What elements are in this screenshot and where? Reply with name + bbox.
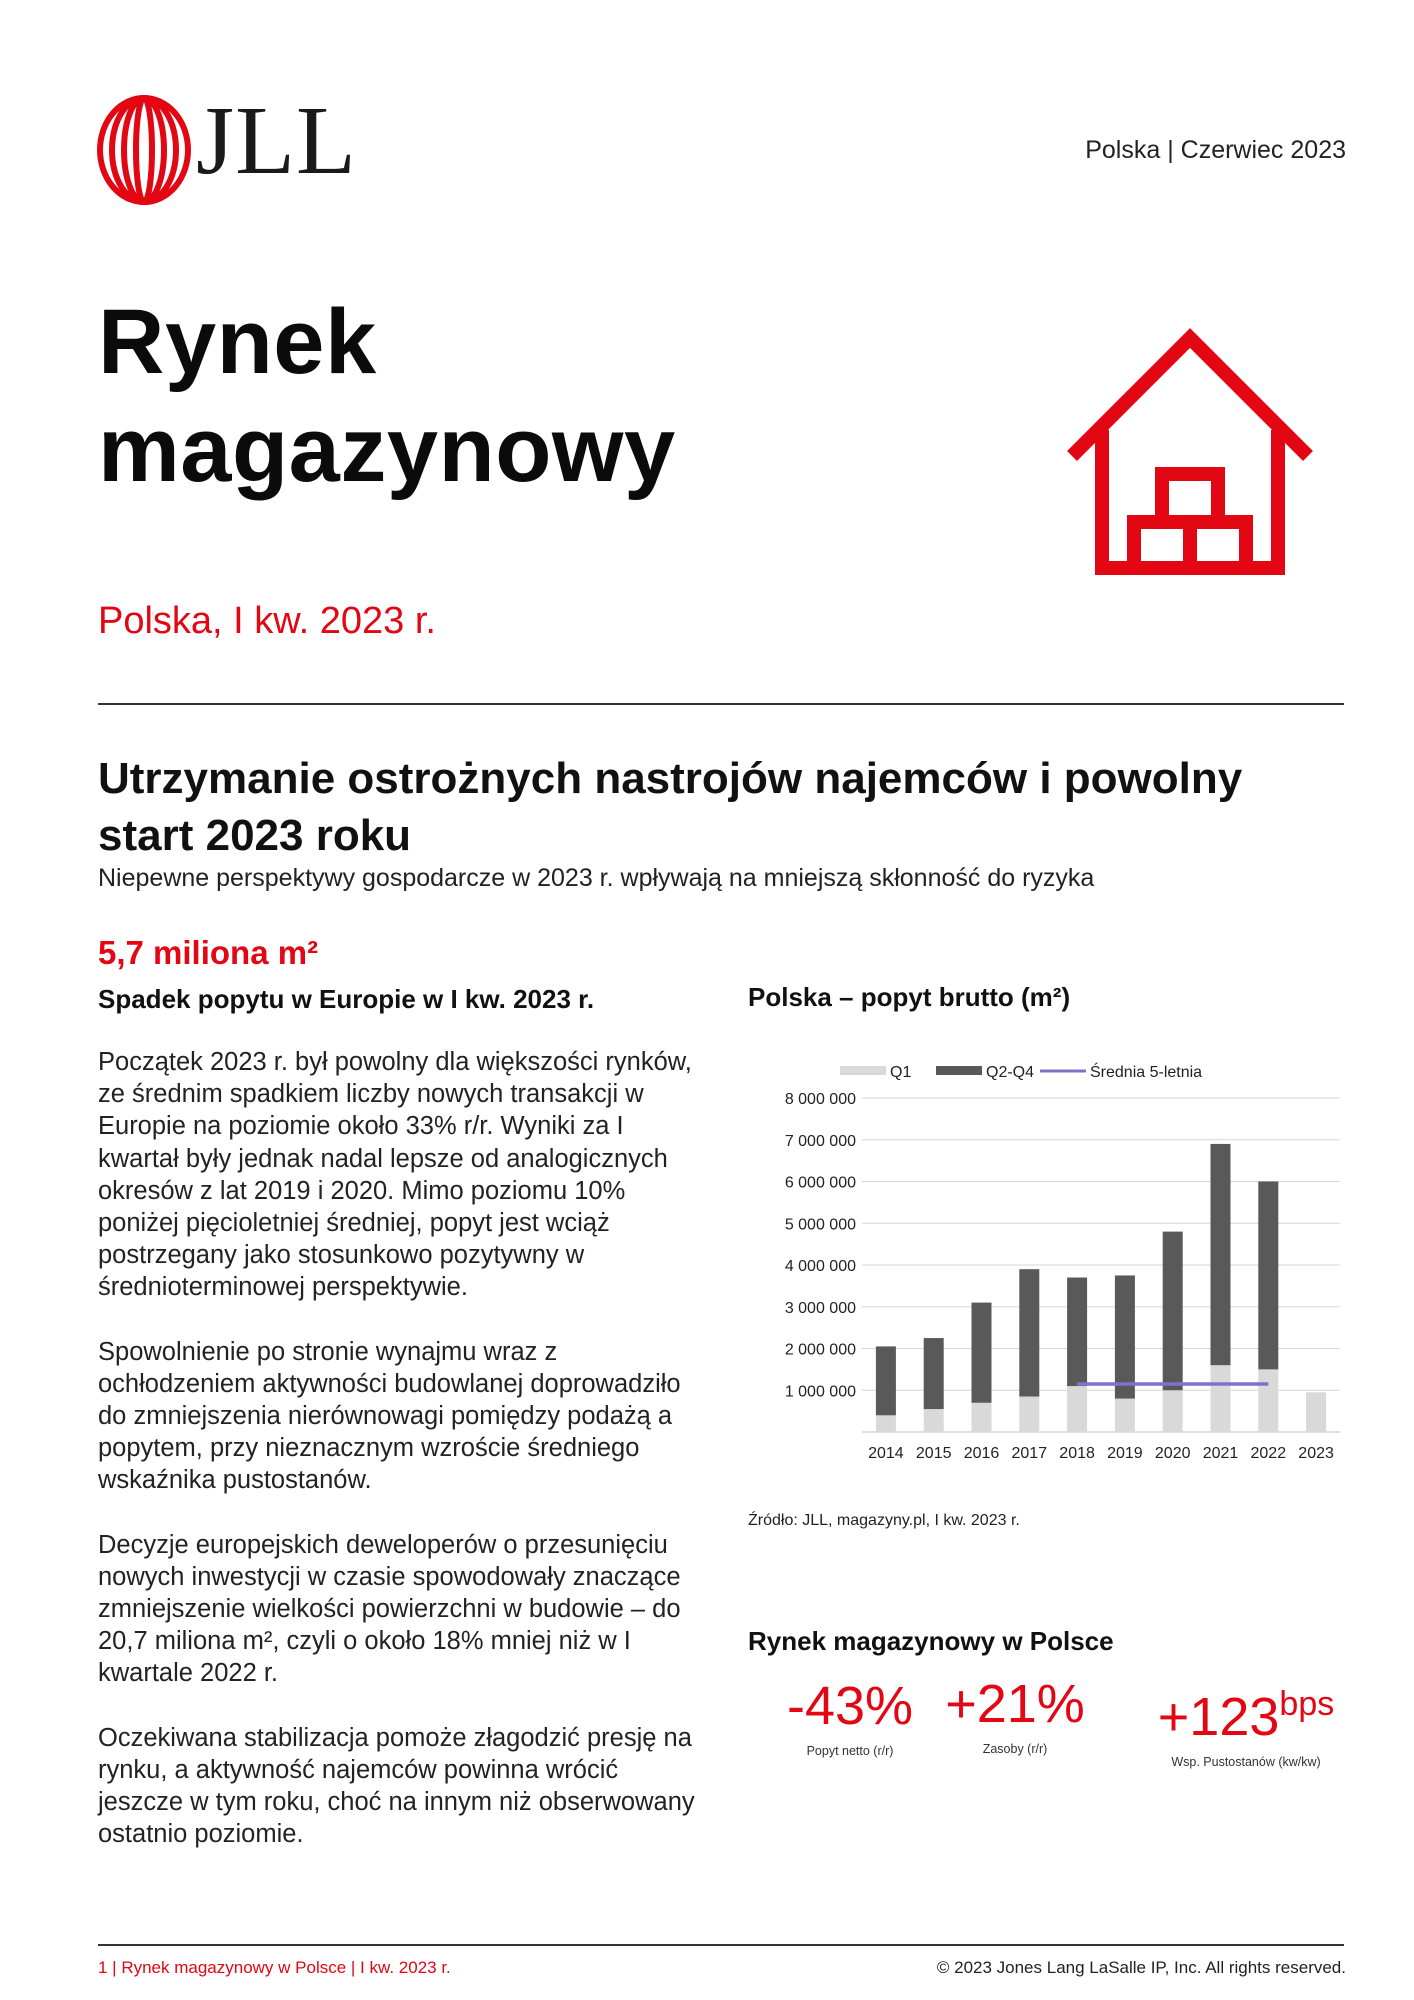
legend-swatch-1	[936, 1066, 982, 1075]
chart-bars	[876, 1144, 1326, 1432]
paragraph-2: Spowolnienie po stronie wynajmu wraz z ochłodzeniem aktywności budowlanej doprowadziło do zmniejszenia nierównowagi pomiędzy podażą a popytem, przy nieznacznym wzroście średniego wskaźnika pustostanów.	[98, 1337, 681, 1495]
footer-copyright: © 2023 Jones Lang LaSalle IP, Inc. All rights reserved.	[936, 1958, 1346, 1977]
x-tick-label: 2023	[1298, 1445, 1334, 1462]
kpi-stock-label: Zasoby (r/r)	[982, 1742, 1048, 1756]
x-tick-label: 2016	[963, 1445, 1000, 1462]
x-tick-label: 2022	[1250, 1445, 1287, 1462]
kpi-vacancy-label: Wsp. Pustostanów (kw/kw)	[1171, 1755, 1321, 1769]
y-tick-label: 7 000 000	[784, 1132, 856, 1150]
bar-2014-Q1	[876, 1415, 896, 1432]
bar-2020-Q2-Q4	[1163, 1232, 1183, 1391]
kpi-vacancy	[1136, 1674, 1356, 1769]
bar-2021-Q2-Q4	[1211, 1144, 1231, 1365]
bar-2022-Q2-Q4	[1258, 1182, 1278, 1370]
bar-2017-Q2-Q4	[1019, 1269, 1039, 1396]
kpi-vacancy-unit: bps	[1279, 1685, 1335, 1723]
y-tick-label: 5 000 000	[784, 1216, 856, 1234]
y-tick-label: 6 000 000	[784, 1174, 856, 1192]
paragraph-1: Początek 2023 r. był powolny dla większości rynków, ze średnim spadkiem liczby nowych transakcji w Europie na poziomie około 33% r/r. Wyniki za I kwartał były jednak nadal lepsze od analogicznych okresów z lat 2019 i 2020. Mimo poziomu 10% poniżej pięcioletniej średniej, popyt jest wciąż postrzegany jako stosunkowo pozytywny w średnioterminowej perspektywie.	[98, 1048, 692, 1302]
bar-2015-Q2-Q4	[924, 1338, 944, 1409]
headline	[98, 750, 1348, 864]
page-title	[98, 288, 676, 504]
bar-2019-Q2-Q4	[1115, 1275, 1135, 1398]
chart-y-axis	[785, 1091, 856, 1400]
x-tick-label: 2018	[1059, 1445, 1095, 1462]
title-line-1: Rynek	[98, 291, 377, 393]
report-subtitle: Polska, I kw. 2023 r.	[98, 600, 436, 642]
x-tick-label: 2020	[1154, 1445, 1191, 1462]
y-tick-label: 4 000 000	[784, 1258, 856, 1275]
bar-2014-Q2-Q4	[876, 1346, 896, 1415]
warehouse-icon	[1064, 326, 1316, 576]
divider-top	[98, 703, 1344, 705]
bar-2016-Q1	[972, 1403, 992, 1432]
x-tick-label: 2015	[915, 1445, 952, 1462]
chart-x-axis	[868, 1445, 1334, 1462]
demand-chart	[740, 1020, 1350, 1480]
chart-legend	[840, 1062, 1202, 1081]
logo-text: JLL	[196, 87, 357, 195]
bar-2016-Q2-Q4	[972, 1303, 992, 1403]
jll-logo-icon	[96, 94, 192, 206]
x-tick-label: 2017	[1011, 1445, 1048, 1462]
bar-2022-Q1	[1258, 1369, 1278, 1432]
kpi-stock	[930, 1674, 1100, 1756]
stat-value: 5,7 miliona m²	[98, 934, 319, 971]
bar-2023-Q1	[1306, 1392, 1326, 1432]
x-tick-label: 2014	[868, 1445, 904, 1462]
header-meta: Polska | Czerwiec 2023	[1085, 136, 1346, 164]
kpi-net-demand-label: Popyt netto (r/r)	[806, 1744, 894, 1758]
kpi-net-demand-value: -43%	[786, 1676, 914, 1736]
bar-2018-Q1	[1067, 1386, 1087, 1432]
stat-label: Spadek popytu w Europie w I kw. 2023 r.	[98, 984, 595, 1014]
legend-label-2: Średnia 5-letnia	[1090, 1064, 1203, 1081]
legend-label-1: Q2-Q4	[986, 1064, 1035, 1081]
bar-2020-Q1	[1163, 1390, 1183, 1432]
legend-label-0: Q1	[890, 1064, 912, 1081]
footer-page-info: 1 | Rynek magazynowy w Polsce | I kw. 2023 r.	[98, 1958, 451, 1977]
chart-source: Źródło: JLL, magazyny.pl, I kw. 2023 r.	[748, 1512, 1020, 1529]
bar-2017-Q1	[1019, 1397, 1039, 1432]
y-tick-label: 8 000 000	[784, 1091, 856, 1108]
paragraph-3: Decyzje europejskich deweloperów o przesunięciu nowych inwestycji w czasie spowodowały znaczące zmniejszenie wielkości powierzchni w budowie – do 20,7 miliona m², czyli o około 18% mniej niż w I kwartale 2022 r.	[98, 1530, 681, 1688]
divider-footer	[98, 1944, 1344, 1946]
kpi-vacancy-value: +123	[1157, 1687, 1280, 1747]
title-line-2: magazynowy	[98, 399, 676, 501]
legend-swatch-0	[840, 1066, 886, 1075]
kpi-stock-value: +21%	[945, 1674, 1085, 1734]
kpi-net-demand	[760, 1676, 940, 1758]
lead-text: Niepewne perspektywy gospodarcze w 2023 r. wpływają na mniejszą skłonność do ryzyka	[98, 864, 1095, 892]
paragraph-4: Oczekiwana stabilizacja pomoże złagodzić presję na rynku, a aktywność najemców powinna wrócić jeszcze w tym roku, choć na innym niż obserwowany ostatnio poziomie.	[98, 1723, 695, 1849]
y-tick-label: 2 000 000	[784, 1341, 856, 1359]
y-tick-label: 3 000 000	[784, 1299, 856, 1317]
y-tick-label: 1 000 000	[784, 1383, 856, 1401]
headline-line-1: Utrzymanie ostrożnych nastrojów najemców i powolny	[98, 754, 1243, 803]
bar-2015-Q1	[924, 1409, 944, 1432]
body-text	[98, 1046, 698, 1882]
x-tick-label: 2019	[1107, 1445, 1143, 1462]
kpi-title: Rynek magazynowy w Polsce	[748, 1626, 1114, 1656]
bar-2019-Q1	[1115, 1399, 1135, 1432]
headline-line-2: start 2023 roku	[98, 811, 412, 860]
x-tick-label: 2021	[1202, 1445, 1239, 1462]
chart-title: Polska – popyt brutto (m²)	[748, 982, 1071, 1012]
bar-2018-Q2-Q4	[1067, 1278, 1087, 1387]
bar-2021-Q1	[1211, 1365, 1231, 1432]
